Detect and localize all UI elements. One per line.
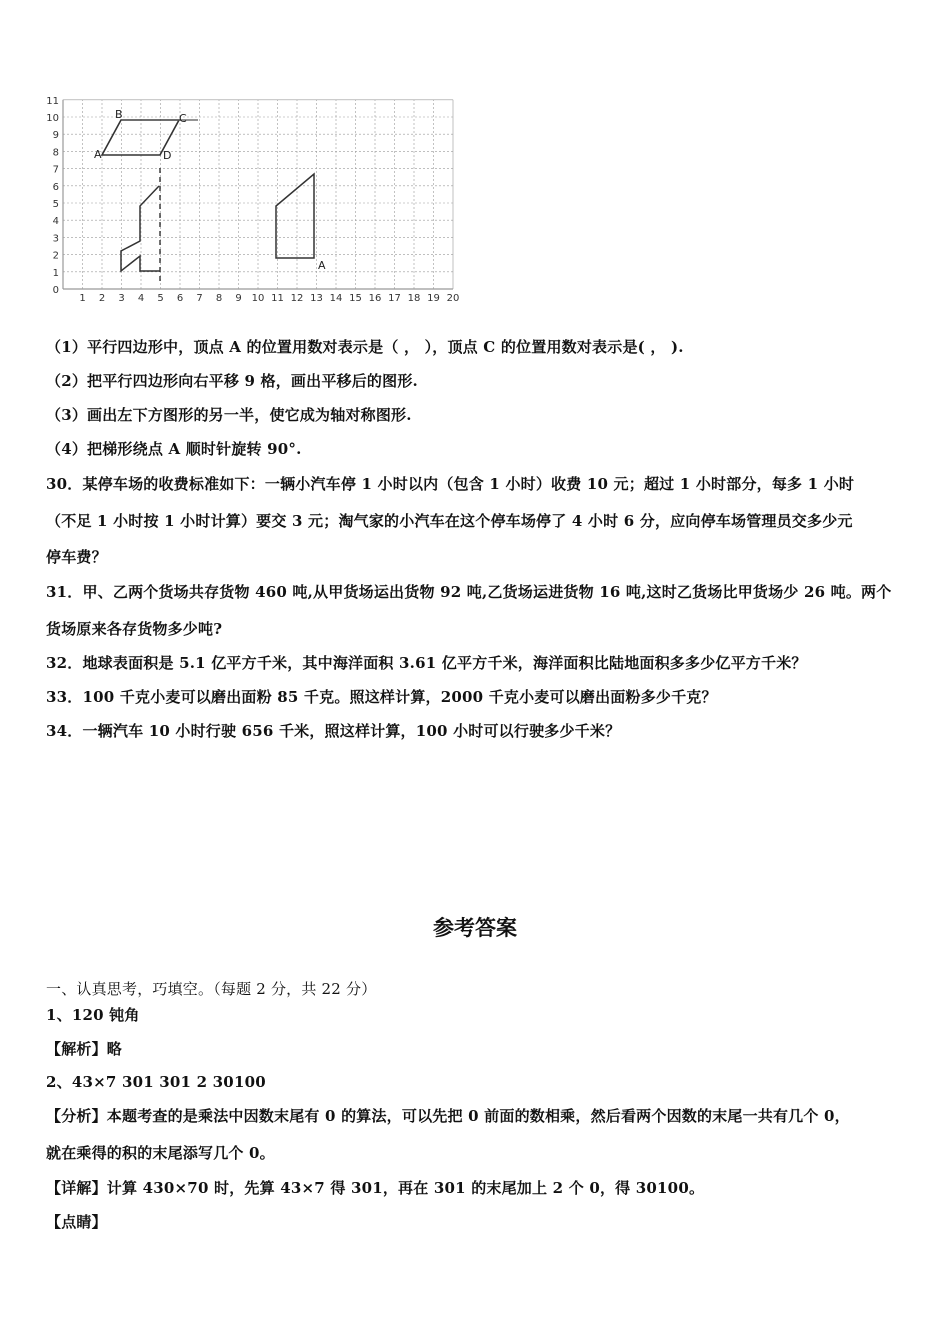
trapezoid: [276, 174, 314, 258]
y-tick-label: 5: [52, 199, 59, 210]
x-tick-label: 7: [196, 293, 203, 304]
x-tick-label: 18: [407, 293, 421, 304]
x-tick-label: 20: [446, 293, 460, 304]
label-trapezoid-a: A: [318, 259, 326, 272]
question-29-part-4: （4）把梯形绕点 A 顺时针旋转 90°.: [46, 440, 302, 458]
answer-1-note: 【解析】略: [46, 1040, 123, 1058]
question-30-line-1: 30．某停车场的收费标准如下：一辆小汽车停 1 小时以内（包含 1 小时）收费 10 元；超过 1 小时部分，每多 1 小时: [46, 475, 855, 493]
x-tick-label: 6: [176, 293, 184, 304]
x-tick-label: 2: [98, 293, 106, 304]
question-31-line-2: 货场原来各存货物多少吨?: [46, 620, 223, 638]
question-29-part-3: （3）画出左下方图形的另一半，使它成为轴对称图形.: [46, 406, 412, 424]
answer-2-analysis-line-2: 就在乘得的积的末尾添写几个 0。: [46, 1144, 275, 1162]
x-tick-label: 15: [349, 293, 362, 304]
x-tick-label: 12: [290, 293, 304, 304]
y-tick-label: 0: [52, 285, 59, 296]
question-30-line-2: （不足 1 小时按 1 小时计算）要交 3 元；淘气家的小汽车在这个停车场停了 4 小时 6 分，应向停车场管理员交多少元: [46, 512, 853, 530]
x-tick-label: 19: [427, 293, 440, 304]
x-tick-label: 1: [79, 293, 86, 304]
grid-tick-labels: [46, 96, 459, 304]
y-tick-label: 6: [52, 181, 59, 193]
coordinate-grid: [40, 96, 460, 306]
answer-2-point: 【点睛】: [46, 1213, 107, 1231]
question-34: 34．一辆汽车 10 小时行驶 656 千米，照这样计算，100 小时可以行驶多少千米？: [46, 722, 621, 740]
x-tick-label: 14: [329, 293, 343, 304]
y-tick-label: 7: [52, 164, 59, 176]
answer-1: 1、120 钝角: [46, 1006, 140, 1024]
half-figure: [121, 186, 160, 271]
x-tick-label: 11: [271, 293, 284, 304]
x-tick-label: 9: [235, 293, 242, 304]
answers-title: 参考答案: [433, 916, 517, 940]
answer-2-analysis-line-1: 【分析】本题考查的是乘法中因数末尾有 0 的算法，可以先把 0 前面的数相乘，然后看两个因数的末尾一共有几个 0，: [46, 1107, 850, 1125]
y-tick-label: 3: [52, 233, 59, 245]
question-29-part-1: （1）平行四边形中，顶点 A 的位置用数对表示是（ ， ），顶点 C 的位置用数对表示是( ， ).: [46, 338, 684, 356]
label-point-a: A: [94, 148, 102, 161]
question-32: 32．地球表面积是 5.1 亿平方千米，其中海洋面积 3.61 亿平方千米，海洋面积比陆地面积多多少亿平方千米？: [46, 654, 807, 672]
y-tick-label: 2: [52, 250, 59, 262]
label-point-b: B: [115, 108, 123, 121]
x-tick-label: 16: [368, 293, 382, 304]
answer-2-detail: 【详解】计算 430×70 时，先算 43×7 得 301，再在 301 的末尾加上 2 个 0，得 30100。: [46, 1179, 705, 1197]
y-tick-label: 1: [52, 267, 59, 279]
y-tick-label: 10: [46, 113, 59, 124]
question-33: 33．100 千克小麦可以磨出面粉 85 千克。照这样计算，2000 千克小麦可以磨出面粉多少千克？: [46, 688, 717, 706]
coordinate-grid-figure: [40, 96, 460, 306]
y-tick-label: 11: [46, 96, 59, 107]
answer-2: 2、43×7 301 301 2 30100: [46, 1073, 266, 1091]
x-tick-label: 3: [118, 293, 125, 304]
y-tick-label: 4: [52, 216, 59, 228]
answers-section-heading: 一、认真思考，巧填空。（每题 2 分，共 22 分）: [46, 980, 377, 998]
question-30-line-3: 停车费？: [46, 548, 107, 566]
x-tick-label: 5: [157, 293, 164, 304]
x-tick-label: 4: [137, 293, 145, 304]
x-tick-label: 10: [251, 293, 265, 304]
y-tick-label: 9: [52, 130, 59, 142]
label-point-c: C: [179, 112, 187, 125]
question-29-part-2: （2）把平行四边形向右平移 9 格，画出平移后的图形.: [46, 372, 418, 390]
y-tick-label: 8: [52, 147, 59, 159]
question-31-line-1: 31．甲、乙两个货场共存货物 460 吨,从甲货场运出货物 92 吨,乙货场运进货物 16 吨,这时乙货场比甲货场少 26 吨。两个: [46, 583, 892, 601]
x-tick-label: 13: [310, 293, 323, 304]
x-tick-label: 8: [215, 293, 223, 304]
label-point-d: D: [163, 149, 172, 162]
x-tick-label: 17: [388, 293, 401, 304]
